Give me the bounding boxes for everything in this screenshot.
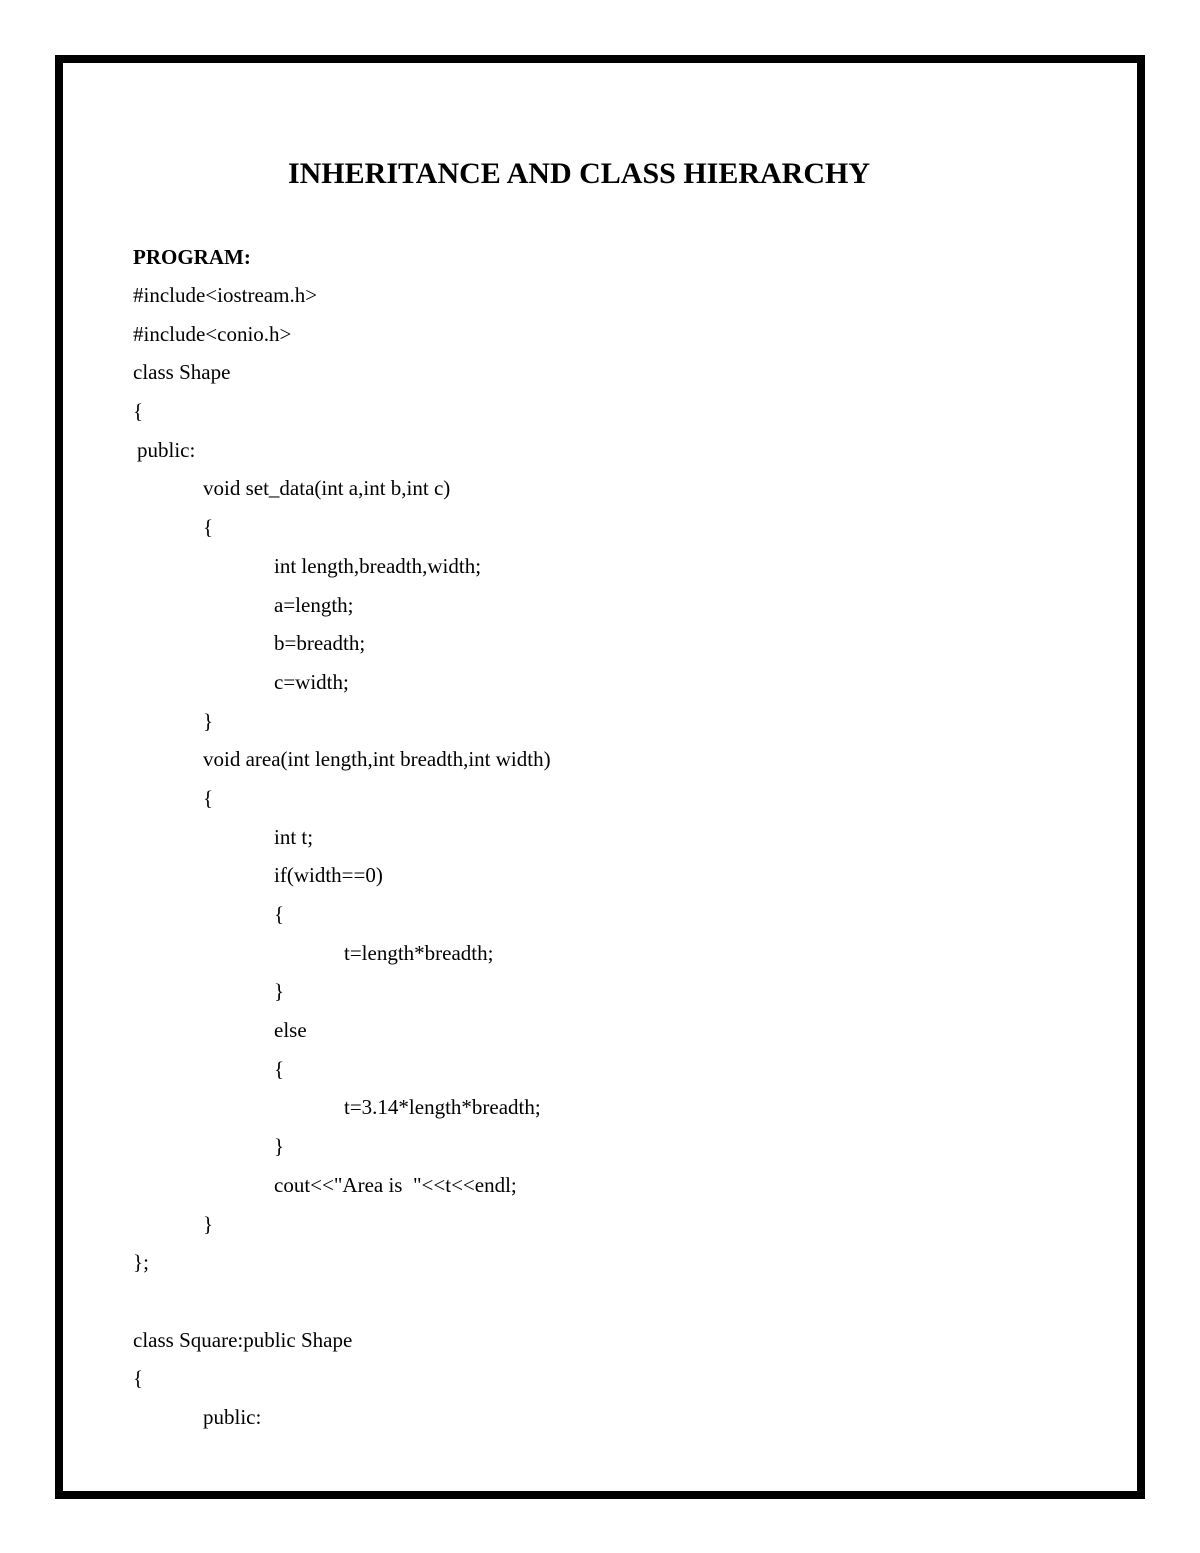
code-line: { xyxy=(133,1366,144,1391)
code-line: cout<<"Area is "<<t<<endl; xyxy=(274,1172,517,1197)
code-line: b=breadth; xyxy=(274,631,366,656)
code-line: }; xyxy=(133,1250,149,1275)
document-title: INHERITANCE AND CLASS HIERARCHY xyxy=(287,157,871,190)
code-line: { xyxy=(203,515,214,540)
code-line: } xyxy=(203,708,214,733)
code-line xyxy=(133,1287,1093,1326)
code-line: else xyxy=(274,1018,307,1043)
code-line: } xyxy=(274,1134,285,1159)
code-line: { xyxy=(203,785,214,810)
code-line: { xyxy=(274,902,285,926)
code-line: public: xyxy=(203,1404,262,1429)
program-label: PROGRAM: xyxy=(133,245,251,269)
code-listing xyxy=(133,281,1093,1442)
code-line: c=width; xyxy=(274,669,349,694)
code-line: if(width==0) xyxy=(274,863,383,888)
code-line: class Shape xyxy=(133,360,231,385)
code-line: } xyxy=(203,1211,214,1236)
code-line: t=length*breadth; xyxy=(344,940,494,965)
code-line: } xyxy=(274,979,285,1004)
code-line: int length,breadth,width; xyxy=(274,553,482,578)
code-line: class Square:public Shape xyxy=(133,1327,353,1352)
code-line: a=length; xyxy=(274,592,354,617)
code-line: { xyxy=(133,399,144,424)
code-line: int t; xyxy=(274,824,314,849)
code-line: void set_data(int a,int b,int c) xyxy=(203,476,451,501)
code-line: #include<conio.h> xyxy=(133,321,292,346)
code-line: { xyxy=(274,1056,285,1081)
code-line: void area(int length,int breadth,int width) xyxy=(203,747,551,772)
code-line: public: xyxy=(137,437,196,462)
code-line: #include<iostream.h> xyxy=(133,283,318,307)
code-line: t=3.14*length*breadth; xyxy=(344,1095,541,1120)
